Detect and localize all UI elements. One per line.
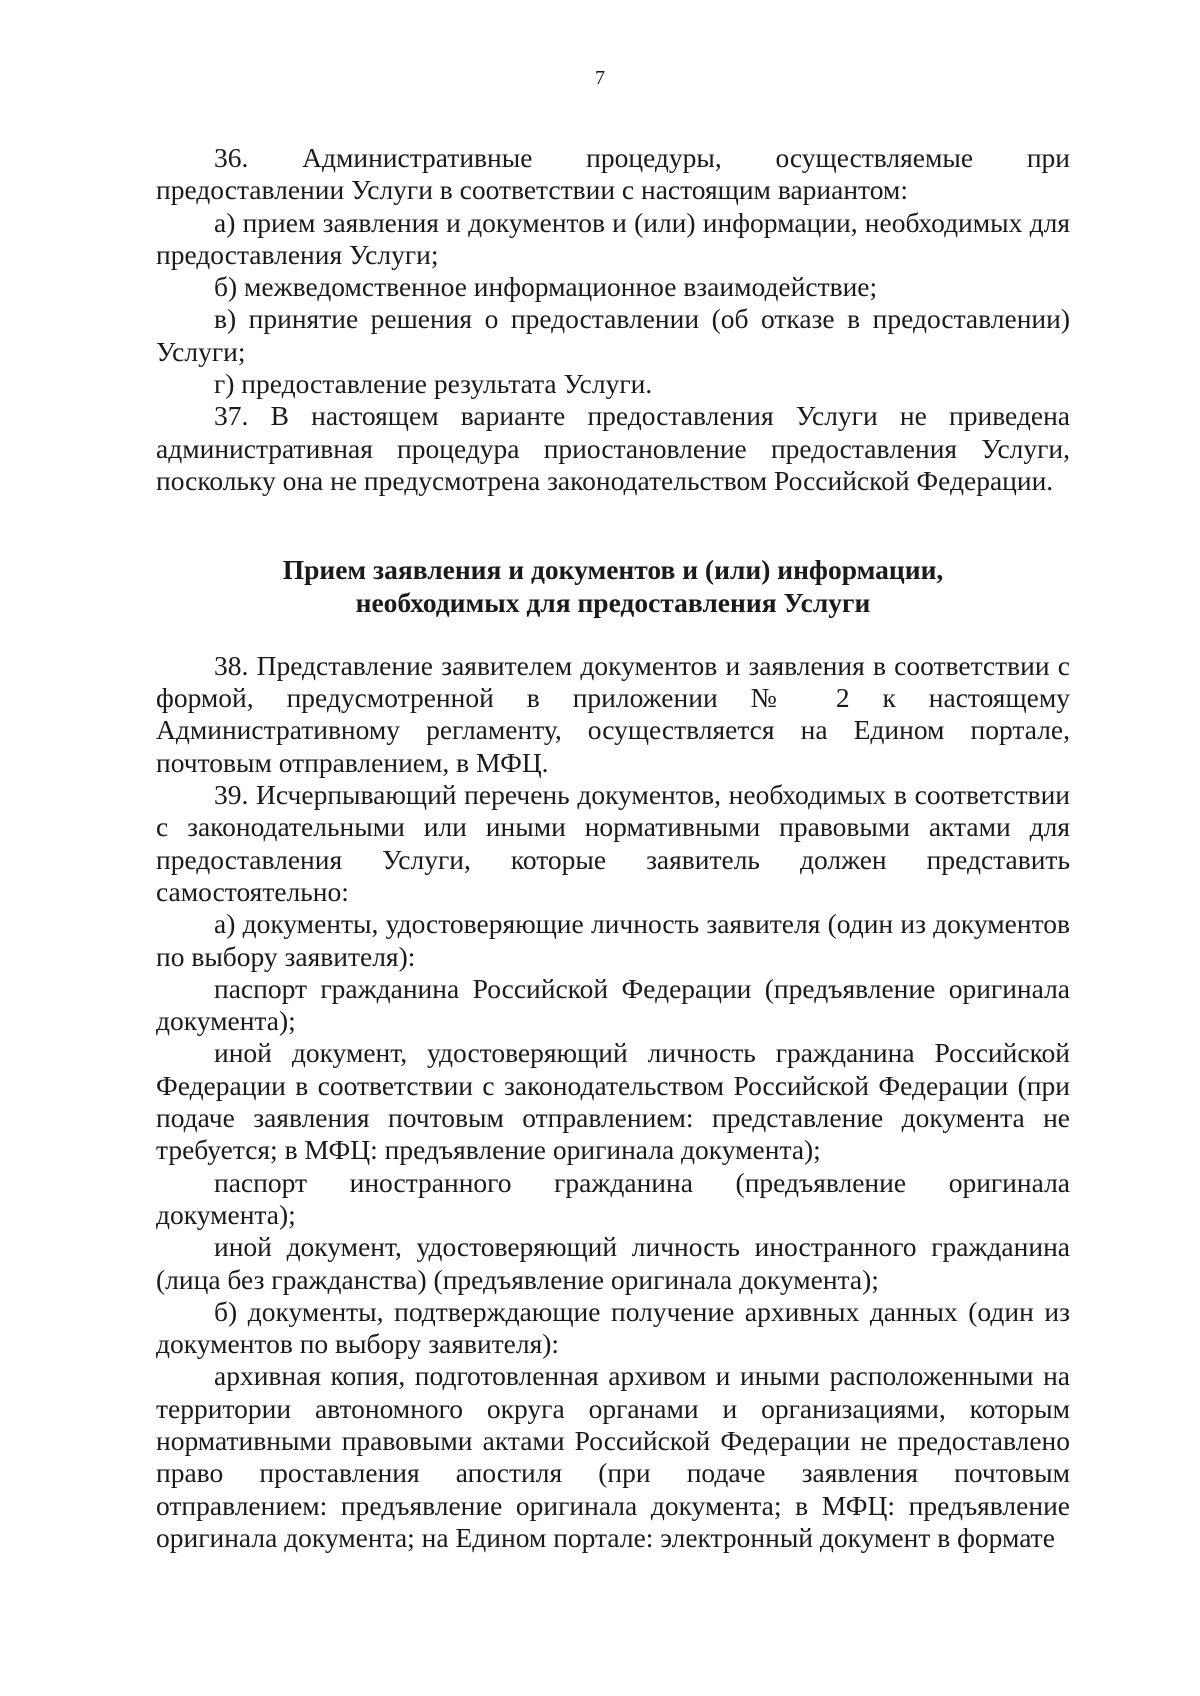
paragraph-37: 37. В настоящем варианте предоставления Услуги не приведена административная процедура приостановление предоставления Услуги, поскольку она не предусмотрена законодательством Российской Федерации.: [156, 400, 1070, 496]
document-body: [156, 142, 1070, 1554]
list-item-b: б) межведомственное информационное взаимодействие;: [214, 271, 878, 303]
list-item-rf-passport: паспорт гражданина Российской Федерации (предъявление оригинала документа);: [156, 972, 1070, 1037]
list-item-g: г) предоставление результата Услуги.: [214, 368, 653, 400]
paragraph-39: 39. Исчерпывающий перечень документов, необходимых в соответствии с законодательными или иными нормативными правовыми актами для предоставления Услуги, которые заявитель должен представить самостоятельно:: [156, 779, 1070, 907]
section-heading: [156, 554, 1070, 619]
section-heading-line-2: необходимых для предоставления Услуги: [355, 586, 871, 618]
list-item-a: а) прием заявления и документов и (или) информации, необходимых для предоставления Услуги;: [156, 206, 1070, 270]
list-item-other-foreign-id: иной документ, удостоверяющий личность иностранного гражданина (лица без гражданства) (предъявление оригинала документа);: [156, 1231, 1070, 1295]
section-heading-line-1: Прием заявления и документов и (или) информации,: [282, 554, 944, 586]
list-item-v: в) принятие решения о предоставлении (об отказе в предоставлении) Услуги;: [156, 303, 1070, 367]
paragraph-38: 38. Представление заявителем документов и заявления в соответствии с формой, предусмотренной в приложении № 2 к настоящему Административному регламенту, осуществляется на Едином портале, почтовым отправлением, в МФЦ.: [156, 649, 1070, 778]
list-item-a-identity-documents: а) документы, удостоверяющие личность заявителя (один из документов по выбору заявителя):: [156, 908, 1070, 972]
paragraph-36: 36. Административные процедуры, осуществляемые при предоставлении Услуги в соответствии с настоящим вариантом:: [156, 142, 1070, 206]
list-item-foreign-passport: паспорт иностранного гражданина (предъявление оригинала документа);: [156, 1166, 1070, 1230]
page-number: 7: [595, 67, 605, 89]
list-item-b-archive-documents: б) документы, подтверждающие получение архивных данных (один из документов по выбору заявителя):: [156, 1295, 1070, 1360]
list-item-other-rf-id: иной документ, удостоверяющий личность гражданина Российской Федерации в соответствии с законодательством Российской Федерации (при подаче заявления почтовым отправлением: представление документа не требуется; в МФЦ: предъявление оригинала документа);: [156, 1037, 1070, 1166]
list-item-archive-copy: архивная копия, подготовленная архивом и иными расположенными на территории автономного округа органами и организациями, которым нормативными правовыми актами Российской Федерации не предоставлено право проставления апостиля (при подаче заявления почтовым отправлением: предъявление оригинала документа; в МФЦ: предъявление оригинала документа; на Едином портале: электронный документ в формате: [156, 1360, 1070, 1553]
